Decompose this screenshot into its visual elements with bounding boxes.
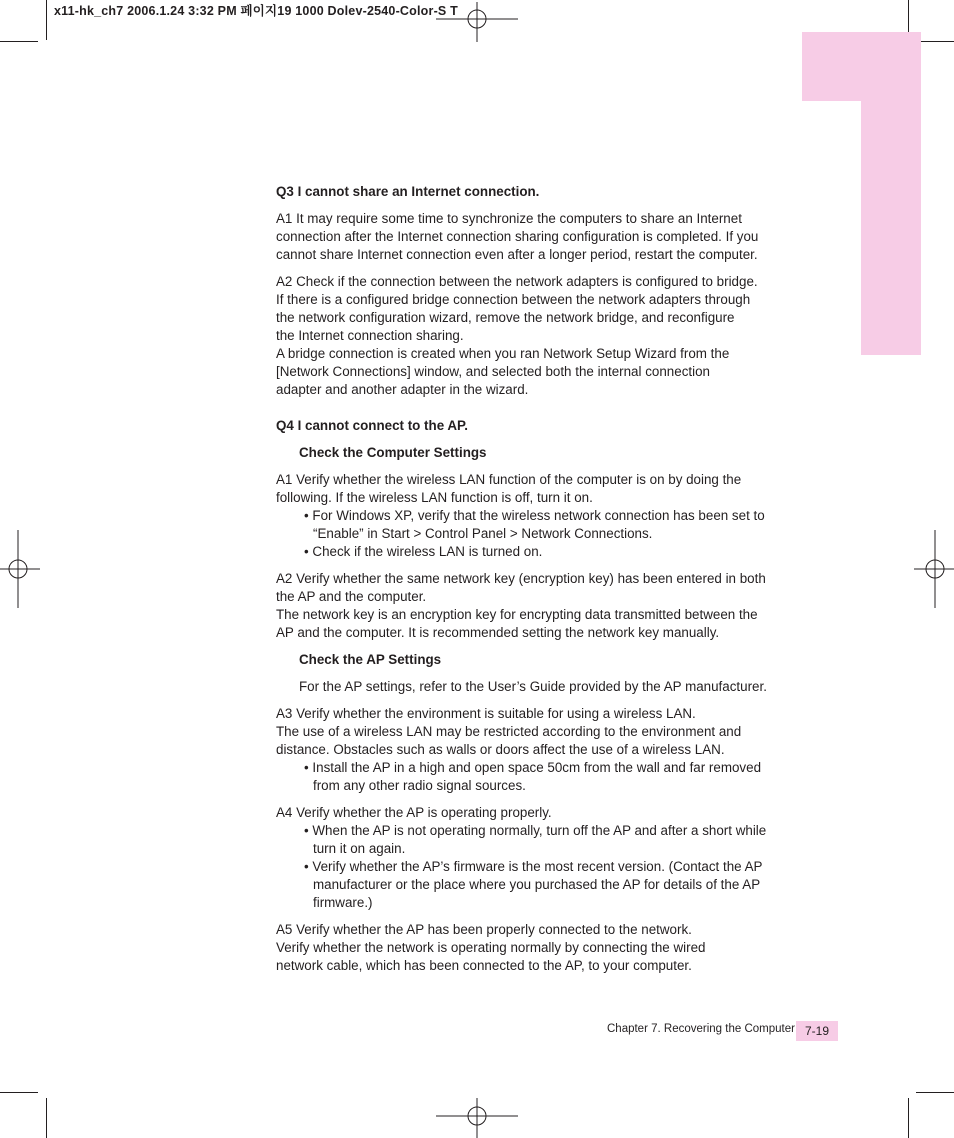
page-content — [276, 183, 786, 984]
text-line: manufacturer or the place where you purchased the AP for details of the AP — [313, 877, 761, 892]
q4-answer-3 — [276, 705, 786, 795]
text-line: AP and the computer. It is recommended setting the network key manually. — [276, 625, 720, 640]
text-line: cannot share Internet connection even after a longer period, restart the computer. — [276, 247, 758, 262]
q4-heading: Q4 I cannot connect to the AP. — [276, 418, 468, 433]
text-line: A3 Verify whether the environment is suitable for using a wireless LAN. — [276, 706, 696, 721]
page-number: 7-19 — [796, 1021, 838, 1041]
crop-mark — [46, 0, 47, 40]
text-line: following. If the wireless LAN function is off, turn it on. — [276, 490, 593, 505]
q3-answer-1 — [276, 210, 786, 264]
q3-heading: Q3 I cannot share an Internet connection. — [276, 184, 540, 199]
text-line: the Internet connection sharing. — [276, 328, 464, 343]
registration-mark-left — [0, 530, 40, 608]
chapter-tab — [802, 32, 921, 101]
text-line: The use of a wireless LAN may be restricted according to the environment and — [276, 724, 742, 739]
text-line: A2 Verify whether the same network key (encryption key) has been entered in both — [276, 571, 766, 586]
text-line: • When the AP is not operating normally, turn off the AP and after a short while — [304, 823, 767, 838]
q4-answer-4 — [276, 804, 786, 912]
footer-chapter-title: Chapter 7. Recovering the Computer — [607, 1023, 795, 1035]
crop-mark — [916, 41, 954, 42]
chapter-tab-edge — [861, 101, 921, 355]
text-line: • For Windows XP, verify that the wireless network connection has been set to — [304, 508, 765, 523]
q4-answer-1 — [276, 471, 786, 561]
text-line: from any other radio signal sources. — [313, 778, 526, 793]
text-line: A1 It may require some time to synchronize the computers to share an Internet — [276, 211, 742, 226]
printer-slug: x11-hk_ch7 2006.1.24 3:32 PM 페이지19 1000 Dolev-2540-Color-S T — [54, 4, 458, 18]
registration-mark-bottom — [436, 1098, 518, 1138]
bullet-item — [299, 507, 786, 543]
crop-mark — [46, 1098, 47, 1138]
crop-mark — [0, 1092, 38, 1093]
text-line: turn it on again. — [313, 841, 406, 856]
text-line: the AP and the computer. — [276, 589, 427, 604]
bullet-item — [299, 543, 786, 561]
text-line: • Check if the wireless LAN is turned on. — [304, 544, 543, 559]
text-line: distance. Obstacles such as walls or doors affect the use of a wireless LAN. — [276, 742, 725, 757]
text-line: The network key is an encryption key for encrypting data transmitted between the — [276, 607, 758, 622]
crop-mark — [916, 1092, 954, 1093]
bullet-item — [299, 858, 786, 912]
computer-settings-heading: Check the Computer Settings — [299, 445, 487, 460]
bullet-item — [299, 759, 786, 795]
text-line: A bridge connection is created when you ran Network Setup Wizard from the — [276, 346, 730, 361]
text-line: A4 Verify whether the AP is operating properly. — [276, 805, 552, 820]
text-line: • Install the AP in a high and open space 50cm from the wall and far removed — [304, 760, 762, 775]
text-line: A5 Verify whether the AP has been properly connected to the network. — [276, 922, 692, 937]
bullet-item — [299, 822, 786, 858]
q4-answer-2 — [276, 570, 786, 642]
text-line: A2 Check if the connection between the network adapters is configured to bridge. — [276, 274, 758, 289]
text-line: • Verify whether the AP’s firmware is the most recent version. (Contact the AP — [304, 859, 763, 874]
text-line: [Network Connections] window, and selected both the internal connection — [276, 364, 710, 379]
q4-answer-5 — [276, 921, 786, 975]
text-line: connection after the Internet connection sharing configuration is completed. If you — [276, 229, 759, 244]
text-line: A1 Verify whether the wireless LAN function of the computer is on by doing the — [276, 472, 742, 487]
registration-mark-top — [436, 2, 518, 42]
text-line: network cable, which has been connected to the AP, to your computer. — [276, 958, 692, 973]
text-line: the network configuration wizard, remove the network bridge, and reconfigure — [276, 310, 735, 325]
text-line: firmware.) — [313, 895, 373, 910]
q3-answer-2 — [276, 273, 786, 399]
registration-mark-right — [914, 530, 954, 608]
ap-settings-heading: Check the AP Settings — [299, 652, 442, 667]
text-line: If there is a configured bridge connection between the network adapters through — [276, 292, 751, 307]
text-line: Verify whether the network is operating normally by connecting the wired — [276, 940, 706, 955]
crop-mark — [0, 41, 38, 42]
text-line: “Enable” in Start > Control Panel > Network Connections. — [313, 526, 653, 541]
text-line: adapter and another adapter in the wizard. — [276, 382, 529, 397]
ap-settings-text: For the AP settings, refer to the User’s Guide provided by the AP manufacturer. — [299, 679, 767, 694]
crop-mark — [908, 1098, 909, 1138]
